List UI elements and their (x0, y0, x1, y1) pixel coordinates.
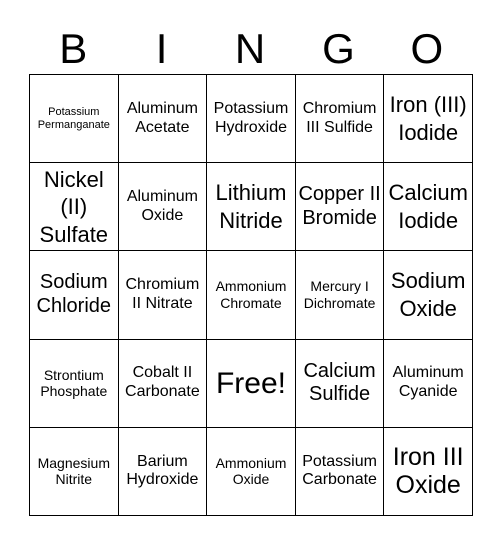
cell-text: Strontium Phosphate (40, 366, 108, 400)
bingo-cell[interactable] (30, 251, 119, 339)
cell-text: Sodium Chloride (36, 271, 112, 317)
cell-text: Aluminum Acetate (126, 99, 198, 136)
cell-text: Aluminum Cyanide (392, 364, 464, 401)
cell-text: Lithium Nitride (215, 180, 287, 233)
cell-text: Chromium II Nitrate (125, 276, 200, 312)
cell-text: Sodium Oxide (390, 268, 466, 321)
bingo-cell[interactable] (384, 251, 473, 339)
bingo-cell[interactable] (296, 251, 385, 339)
header-letter-o: O (410, 25, 444, 72)
cell-text: Potassium Carbonate (302, 452, 377, 489)
cell-text: Chromium III Sulfide (302, 99, 377, 136)
cell-text: Potassium Hydroxide (213, 99, 289, 136)
bingo-cell[interactable] (384, 340, 473, 428)
cell-text: Calcium Iodide (388, 180, 468, 233)
bingo-cell[interactable] (296, 75, 385, 163)
cell-text: Calcium Sulfide (303, 359, 376, 406)
bingo-cell[interactable] (30, 428, 119, 516)
cell-text: Barium Hydroxide (126, 452, 199, 489)
cell-text: Mercury I Dichromate (303, 278, 376, 311)
cell-text: Potassium Permanganate (37, 105, 110, 131)
bingo-cell[interactable] (30, 163, 119, 251)
bingo-cell[interactable] (207, 75, 296, 163)
cell-text: Aluminum Oxide (126, 187, 198, 224)
cell-text: Free! (215, 366, 286, 400)
bingo-cell[interactable] (30, 340, 119, 428)
cell-text: Ammonium Chromate (215, 278, 287, 311)
bingo-grid (29, 74, 473, 516)
bingo-cell[interactable] (119, 163, 208, 251)
header-letter-i: I (155, 25, 168, 72)
bingo-cell[interactable] (119, 251, 208, 339)
bingo-cell[interactable] (384, 75, 473, 163)
bingo-cell[interactable] (30, 75, 119, 163)
bingo-cell-free[interactable] (207, 340, 296, 428)
bingo-cell[interactable] (119, 75, 208, 163)
cell-text: Magnesium Nitrite (37, 454, 110, 488)
bingo-cell[interactable] (119, 340, 208, 428)
bingo-cell[interactable] (207, 251, 296, 339)
header-letter-b: B (59, 25, 88, 72)
bingo-cell[interactable] (296, 340, 385, 428)
bingo-cell[interactable] (384, 163, 473, 251)
bingo-cell[interactable] (119, 428, 208, 516)
cell-text: Iron (III) Iodide (389, 92, 467, 145)
bingo-cell[interactable] (296, 428, 385, 516)
header-letter-n: N (234, 25, 266, 72)
bingo-cell[interactable] (384, 428, 473, 516)
cell-text: Ammonium Oxide (215, 454, 287, 488)
bingo-cell[interactable] (296, 163, 385, 251)
bingo-cell[interactable] (207, 428, 296, 516)
cell-text: Nickel (II) Sulfate (39, 166, 109, 247)
bingo-header (29, 24, 471, 74)
bingo-cell[interactable] (207, 163, 296, 251)
header-letter-g: G (322, 25, 355, 72)
cell-text: Copper II Bromide (298, 183, 381, 229)
cell-text: Cobalt II Carbonate (125, 364, 200, 401)
cell-text: Iron III Oxide (392, 443, 464, 500)
